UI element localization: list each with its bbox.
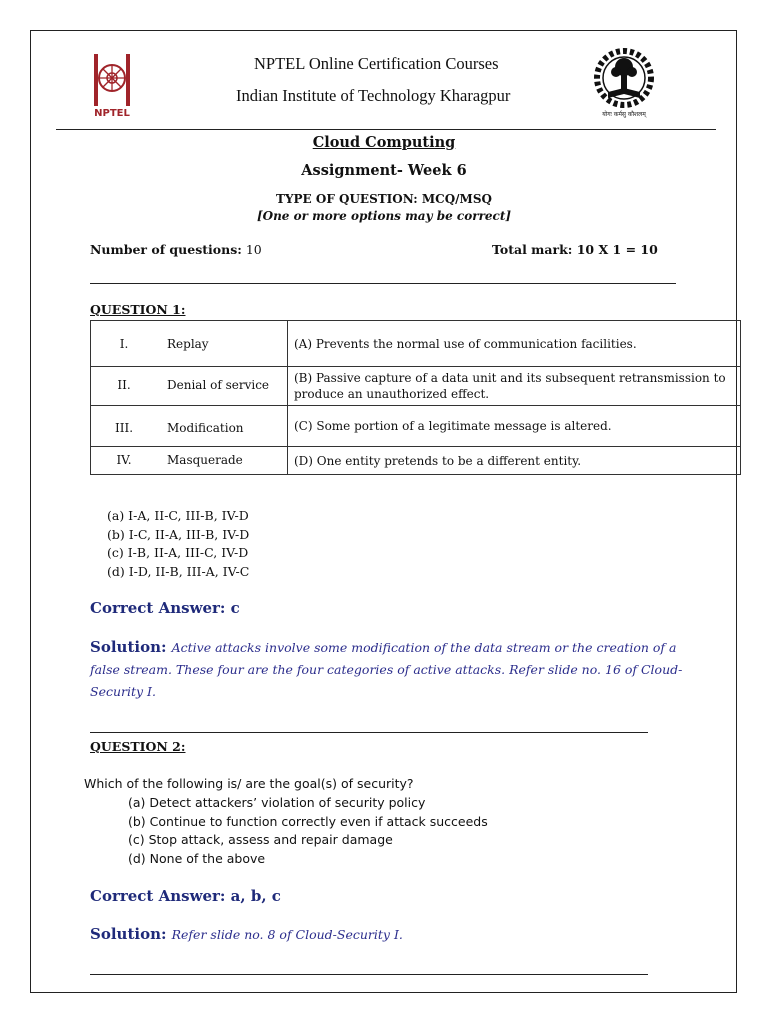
solution-label: Solution: [90,638,167,656]
option-b: (b) Continue to function correctly even if attack succeeds [128,813,488,829]
row-number: IV. [116,453,132,467]
header-line-1: NPTEL Online Certification Courses [254,54,499,73]
row-number: III. [114,421,134,435]
solution-label: Solution: [90,925,167,943]
assignment-title: Assignment- Week 6 [301,162,467,179]
divider-3 [90,974,648,975]
question-1-match-table [90,320,741,475]
course-title: Cloud Computing [312,134,456,151]
number-of-questions [90,242,262,257]
table-cell-left [91,406,288,447]
iit-kgp-motto: योगः कर्मसु कौशलम् [602,111,646,118]
row-term: Modification [167,421,244,435]
divider-1 [90,283,676,284]
option-a: (a) Detect attackers’ violation of security policy [128,795,426,810]
solution-text-line-1: Active attacks involve some modification of the data stream or the creation of a [171,640,677,655]
row-term: Denial of service [167,378,270,392]
row-number: I. [119,337,129,351]
option-c: (c) Stop attack, assess and repair damage [128,832,393,847]
option-d: (d) I-D, II-B, III-A, IV-C [107,563,250,579]
header-rule [56,129,716,130]
row-term: Replay [167,337,209,351]
divider-2 [90,732,648,733]
option-a: (a) I-A, II-C, III-B, IV-D [107,508,249,523]
table-cell-left [91,367,288,406]
iit-kgp-emblem-icon [592,46,656,112]
nptel-logo-text: NPTEL [94,108,130,119]
question-type: TYPE OF QUESTION: MCQ/MSQ [276,192,492,206]
question-1-answer: Correct Answer: c [90,599,240,617]
nptel-logo [90,50,134,122]
question-1-solution [90,636,700,703]
iit-kharagpur-logo [592,46,656,122]
question-2-options [128,794,488,868]
row-description: (D) One entity pretends to be a different entity. [288,447,741,475]
question-1-options [107,507,249,581]
table-cell-left [91,447,288,475]
solution-text-line-3: Security I. [90,684,156,699]
table-row [91,406,741,447]
header-line-2: Indian Institute of Technology Kharagpur [236,86,511,105]
question-2-title: QUESTION 2: [90,739,186,754]
row-number: II. [117,378,131,392]
table-row [91,447,741,475]
option-b: (b) I-C, II-A, III-B, IV-D [107,526,250,542]
row-term: Masquerade [167,453,243,467]
question-2-solution [90,924,403,943]
row-description: (C) Some portion of a legitimate message is altered. [288,406,741,447]
question-2-answer: Correct Answer: a, b, c [90,887,281,905]
table-row [91,321,741,367]
row-description: (B) Passive capture of a data unit and its subsequent retransmission to produce an unauthorized effect. [288,367,741,406]
solution-text: Refer slide no. 8 of Cloud-Security I. [171,927,403,942]
option-c: (c) I-B, II-A, III-C, IV-D [107,545,249,560]
table-cell-left [91,321,288,367]
question-2-text: Which of the following is/ are the goal(s) of security? [84,776,414,791]
number-of-questions-label: Number of questions: [90,242,242,257]
table-row [91,367,741,406]
question-note: [One or more options may be correct] [256,209,512,223]
row-description: (A) Prevents the normal use of communication facilities. [288,321,741,367]
total-mark: Total mark: 10 X 1 = 10 [492,242,658,257]
number-of-questions-value: 10 [245,242,262,257]
option-d: (d) None of the above [128,850,266,866]
solution-text-line-2: false stream. These four are the four categories of active attacks. Refer slide no. 16 of Cloud- [90,662,683,677]
question-1-title: QUESTION 1: [90,302,186,317]
